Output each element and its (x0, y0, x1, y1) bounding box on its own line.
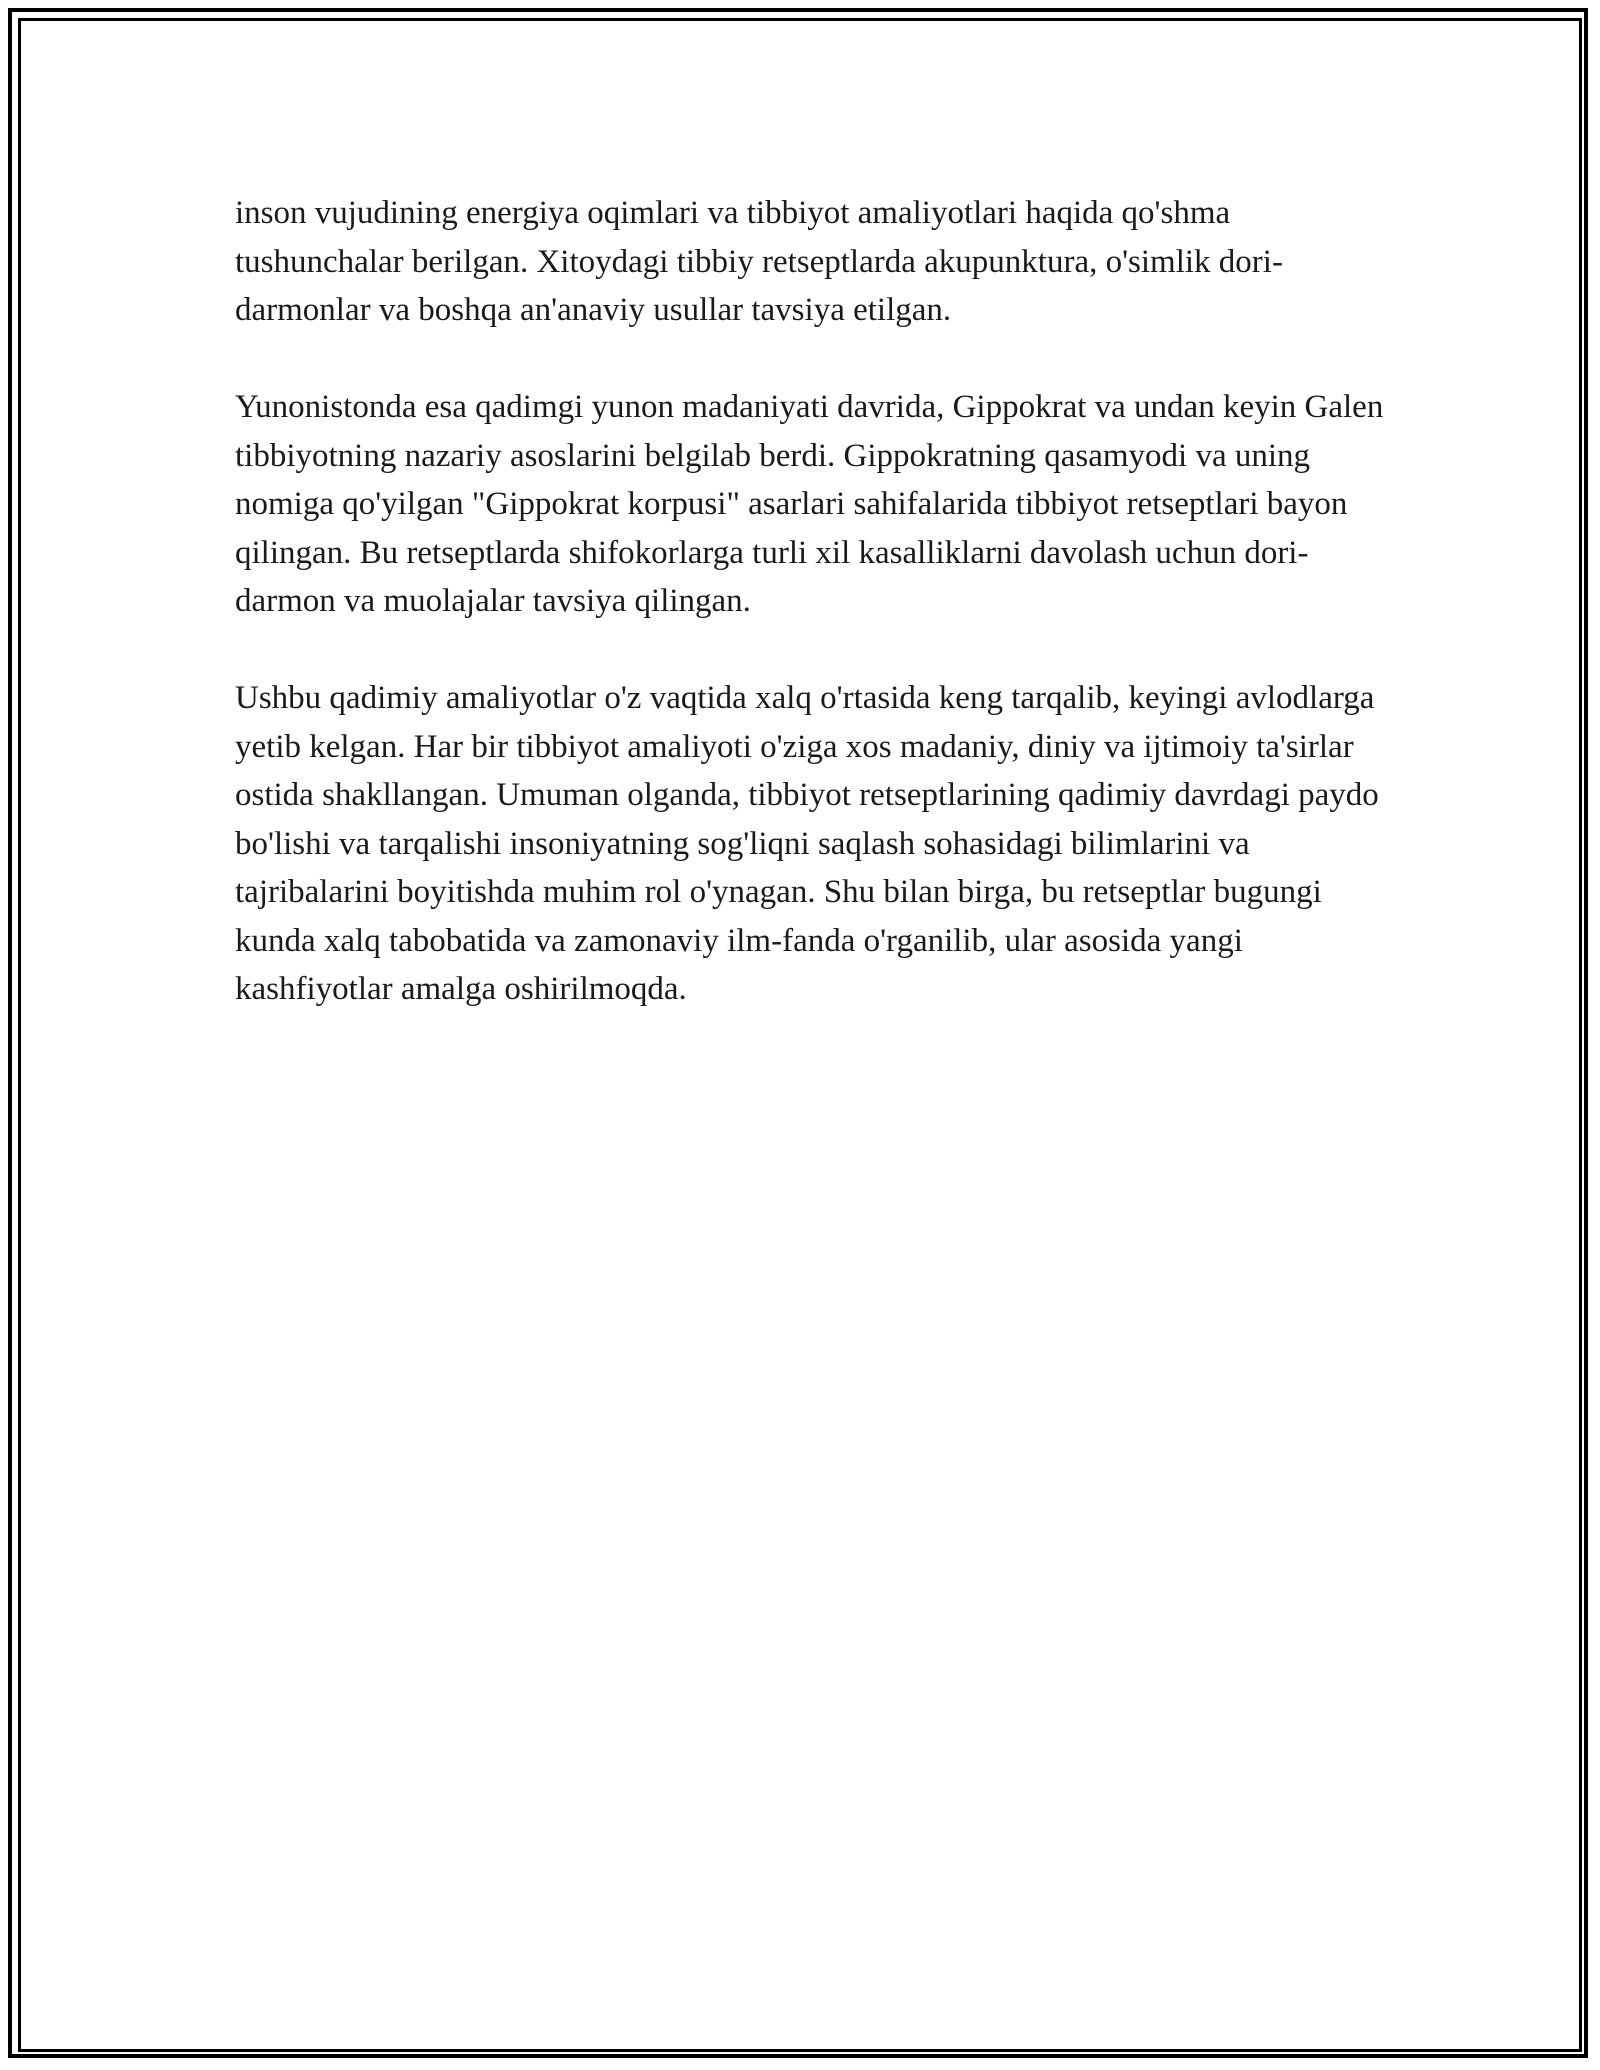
paragraph-3: Ushbu qadimiy amaliyotlar o'z vaqtida xalq o'rtasida keng tarqalib, keyingi avlodlarga yetib kelgan. Har bir tibbiyot amaliyoti o'ziga xos madaniy, diniy va ijtimoiy ta'sirlar ostida shakllangan. Umuman olganda, tibbiyot retseptlarining qadimiy davrdagi paydo bo'lishi va tarqalishi insoniyatning sog'liqni saqlash sohasidagi bilimlarini va tajribalarini boyitishda muhim rol o'ynagan. Shu bilan birga, bu retseptlar bugungi kunda xalq tabobatida va zamonaviy ilm-fanda o'rganilib, ular asosida yangi kashfiyotlar amalga oshirilmoqda. (235, 680, 1379, 1007)
document-body (235, 189, 1385, 1014)
paragraph-2: Yunonistonda esa qadimgi yunon madaniyati davrida, Gippokrat va undan keyin Galen tibbiyotning nazariy asoslarini belgilab berdi. Gippokratning qasamyodi va uning nomiga qo'yilgan "Gippokrat korpusi" asarlari sahifalarida tibbiyot retseptlari bayon qilingan. Bu retseptlarda shifokorlarga turli xil kasalliklarni davolash uchun dori-darmon va muolajalar tavsiya qilingan. (235, 389, 1384, 619)
paragraph-1: inson vujudining energiya oqimlari va tibbiyot amaliyotlari haqida qo'shma tushunchalar berilgan. Xitoydagi tibbiy retseptlarda akupunktura, o'simlik dori-darmonlar va boshqa an'anaviy usullar tavsiya etilgan. (235, 195, 1283, 328)
